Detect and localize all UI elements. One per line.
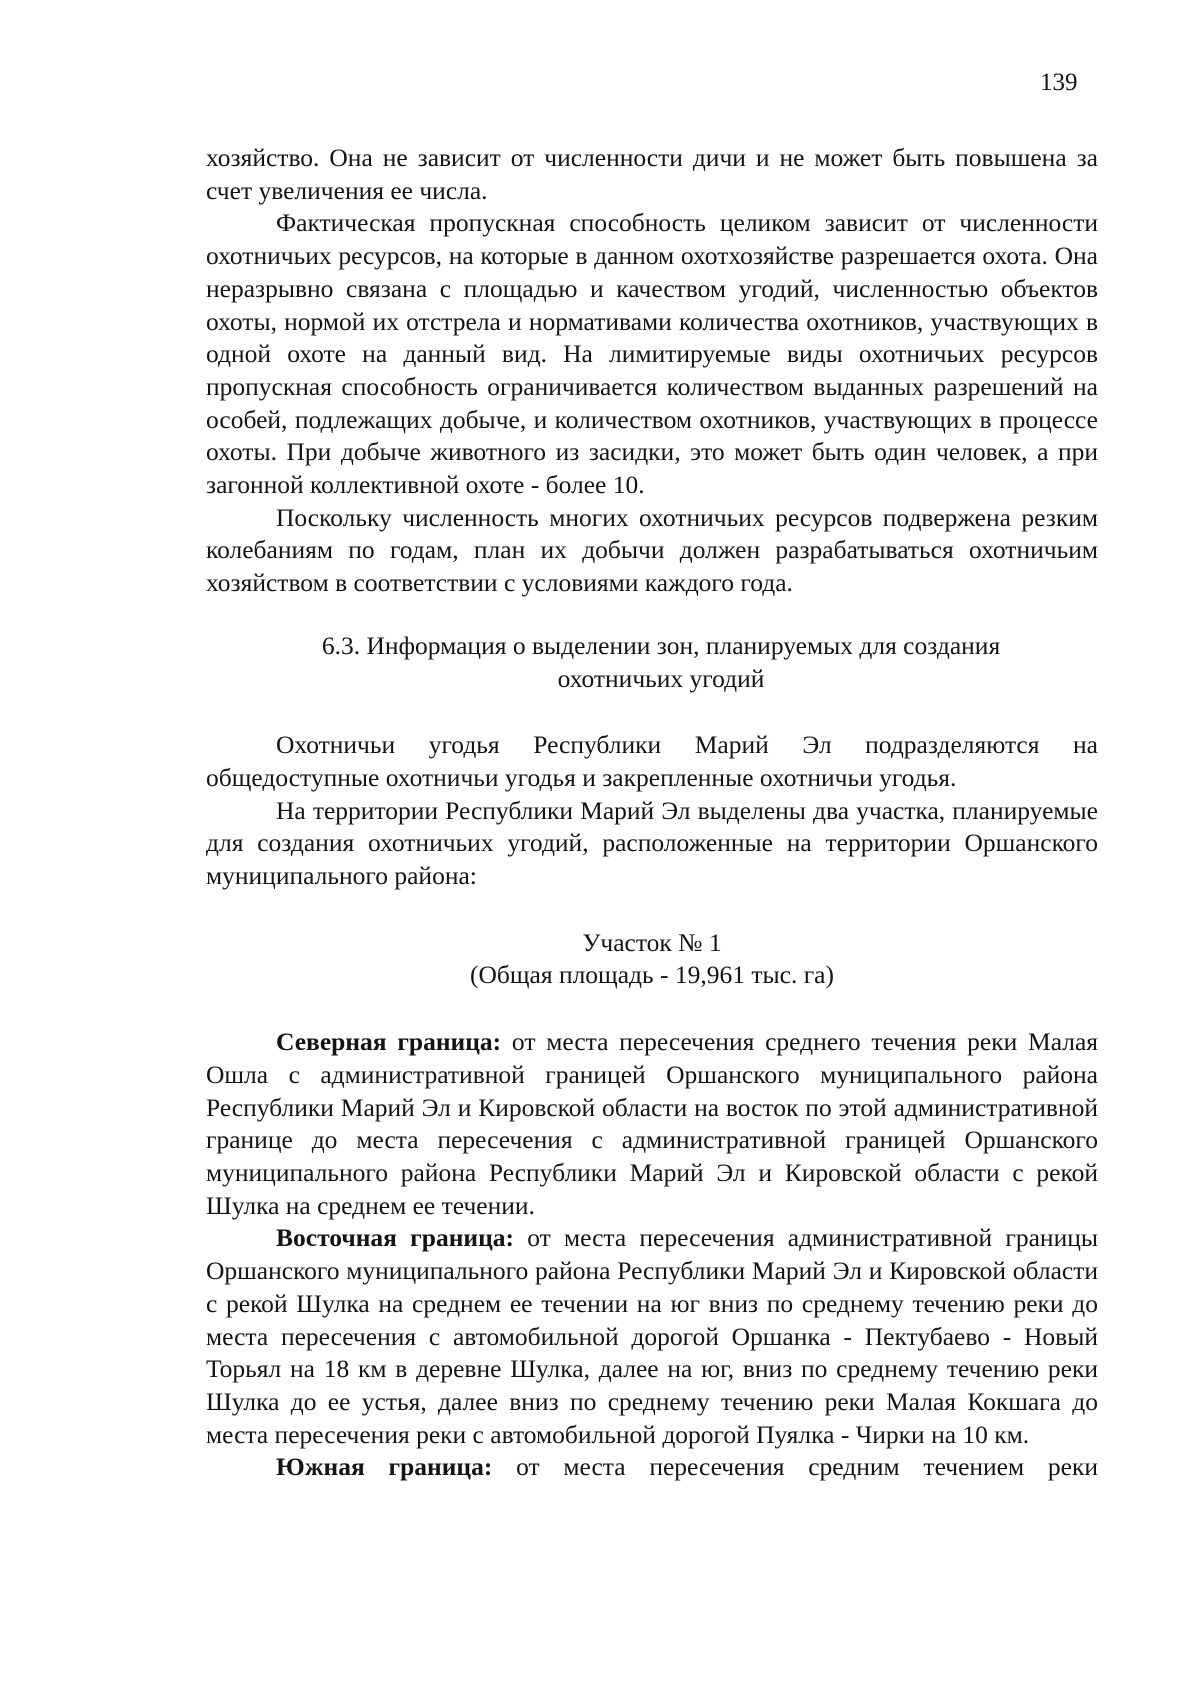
paragraph-two-plots: На территории Республики Марий Эл выделены два участка, планируемые для создания охотничьих угодий, расположенные на территории Оршанского муниципального района: (206, 795, 1098, 891)
document-body (206, 142, 1098, 1484)
section-heading (206, 630, 1098, 695)
page-number: 139 (1040, 69, 1078, 96)
paragraph-south-border (206, 1451, 1098, 1484)
east-border-text: от места пересечения административной границы Оршанского муниципального района Республики Марий Эл и Кировской области с рекой Шулка на среднем ее течении на юг вниз по среднему течению реки до места пересечения с автомобильной дорогой Оршанка - Пектубаево - Новый Торьял на 18 км в деревне Шулка, далее на юг, вниз по среднему течению реки Шулка до ее устья, далее вниз по среднему течению реки Малая Кокшага до места пересечения реки с автомобильной дорогой Пуялка - Чирки на 10 км. (206, 1223, 1098, 1449)
paragraph-harvest-plan: Поскольку численность многих охотничьих ресурсов подвержена резким колебаниям по годам, план их добычи должен разрабатываться охотничьим хозяйством в соответствии с условиями каждого года. (206, 502, 1098, 598)
plot-heading (206, 927, 1098, 992)
south-border-text: от места пересечения средним течением реки (492, 1452, 1098, 1482)
north-border-label: Северная граница: (276, 1027, 502, 1057)
plot-area: (Общая площадь - 19,961 тыс. га) (470, 960, 834, 990)
plot-title: Участок № 1 (582, 927, 722, 957)
paragraph-actual-capacity: Фактическая пропускная способность целиком зависит от численности охотничьих ресурсов, на которые в данном охотхозяйстве разрешается охота. Она неразрывно связана с площадью и качеством угодий, численностью объектов охоты, нормой их отстрела и нормативами количества охотников, участвующих в одной охоте на данный вид. На лимитируемые виды охотничьих ресурсов пропускная способность ограничивается количеством выданных разрешений на особей, подлежащих добыче, и количеством охотников, участвующих в процессе охоты. При добыче животного из засидки, это может быть один человек, а при загонной коллективной охоте - более 10. (206, 208, 1098, 500)
paragraph-north-border (206, 1026, 1098, 1222)
paragraph-east-border (206, 1222, 1098, 1451)
paragraph-hunting-grounds: Охотничьи угодья Республики Марий Эл подразделяются на общедоступные охотничьи угодья и закрепленные охотничьи угодья. (206, 730, 1098, 792)
section-heading-line-2: охотничьих угодий (557, 663, 765, 693)
north-border-text: от места пересечения среднего течения реки Малая Ошла с административной границей Оршанского муниципального района Республики Марий Эл и Кировской области на восток по этой административной границе до места пересечения с административной границей Оршанского муниципального района Республики Марий Эл и Кировской области с рекой Шулка на среднем ее течении. (206, 1027, 1099, 1220)
south-border-label: Южная граница: (276, 1452, 493, 1482)
section-heading-line-1: 6.3. Информация о выделении зон, планируемых для создания (321, 630, 1001, 660)
east-border-label: Восточная граница: (276, 1223, 515, 1253)
paragraph-continuation: хозяйство. Она не зависит от численности дичи и не может быть повышена за счет увеличения ее числа. (206, 143, 1098, 205)
